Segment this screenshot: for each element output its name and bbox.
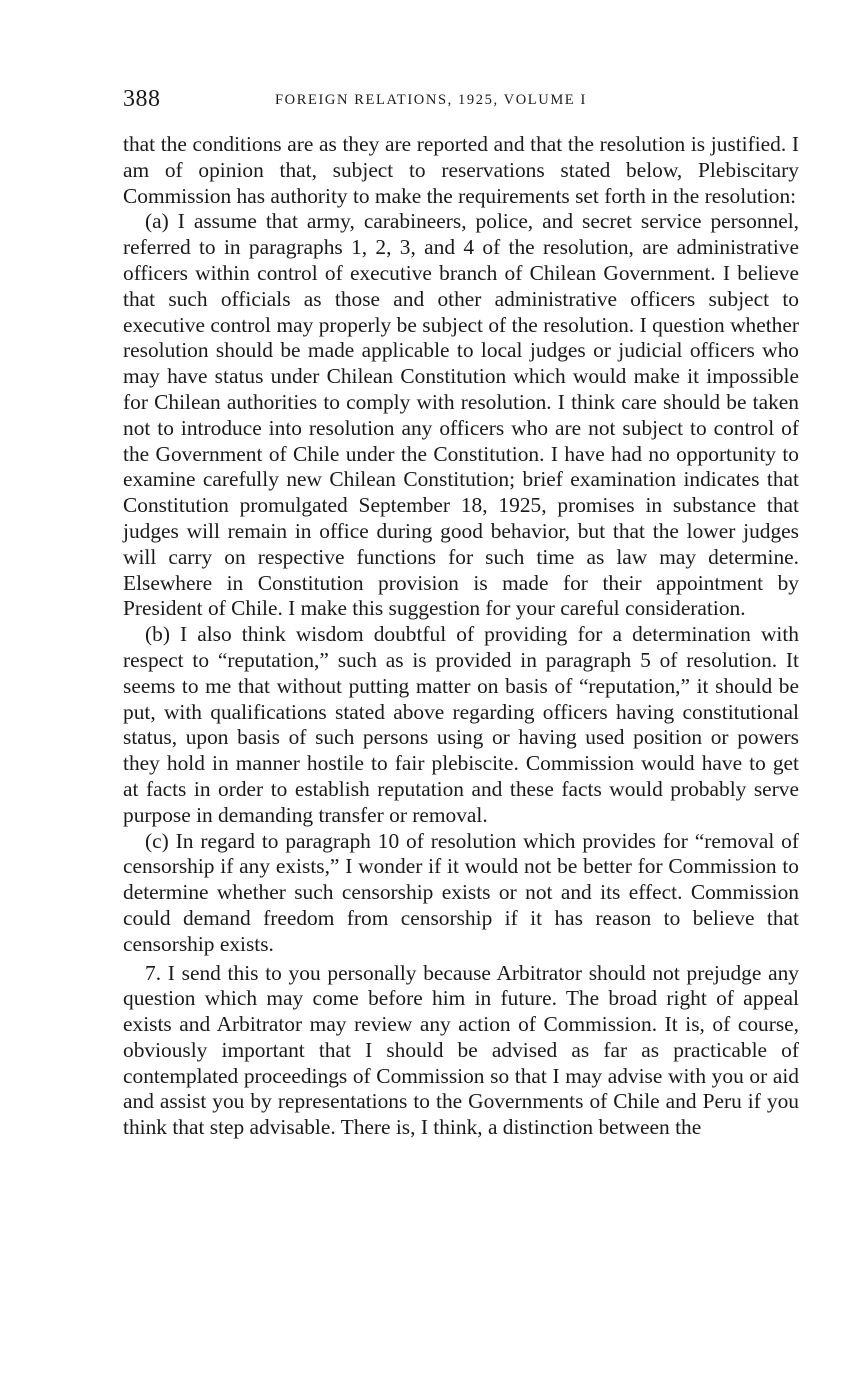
paragraph-item-7: 7. I send this to you personally because Arbitrator should not prejudge any question which may come before him in future. The broad right of appeal exists and Arbitrator may review any action of Commission. It is, of course, obviously important that I should be advised as far as practicable of contemplated proceedings of Commission so that I may advise with you or aid and assist you by representations to the Governments of Chile and Peru if you think that step advisable. There is, I think, a distinction between the <box>123 960 799 1140</box>
page-number: 388 <box>123 86 161 112</box>
page-header <box>123 86 799 116</box>
running-head: FOREIGN RELATIONS, 1925, VOLUME I <box>275 92 587 108</box>
paragraph-item-a: (a) I assume that army, carabineers, police, and secret service personnel, referred to in paragraphs 1, 2, 3, and 4 of the resolution, are administrative officers within control of executive branch of Chilean Government. I believe that such officials as those and other administrative officers subject to executive control may properly be subject of the resolution. I question whether resolution should be made applicable to local judges or judicial officers who may have status under Chilean Constitution which would make it impossible for Chilean authorities to comply with resolution. I think care should be taken not to introduce into resolution any officers who are not subject to control of the Government of Chile under the Constitution. I have had no opportunity to examine carefully new Chilean Constitution; brief examination indicates that Constitution promulgated September 18, 1925, promises in substance that judges will remain in office during good behavior, but that the lower judges will carry on respective functions for such time as law may determine. Elsewhere in Constitution provision is made for their appointment by President of Chile. I make this suggestion for your careful consideration. <box>123 209 799 621</box>
body-text <box>123 132 799 1141</box>
paragraph-continuation: that the conditions are as they are reported and that the resolution is justified. I am of opinion that, subject to reservations stated below, Plebiscitary Commission has authority to make the requirements set forth in the resolution: <box>123 132 799 208</box>
paragraph-item-b: (b) I also think wisdom doubtful of providing for a determination with respect to “reputation,” such as is provided in paragraph 5 of resolution. It seems to me that without putting matter on basis of “reputation,” it should be put, with qualifications stated above regarding officers having constitutional status, upon basis of such persons using or having used position or powers they hold in manner hostile to fair plebiscite. Commission would have to get at facts in order to establish reputation and these facts would probably serve purpose in demanding transfer or removal. <box>123 622 799 827</box>
paragraph-item-c: (c) In regard to paragraph 10 of resolution which provides for “removal of censorship if any exists,” I wonder if it would not be better for Commission to determine whether such censorship exists or not and its effect. Commission could demand freedom from censorship if it has reason to believe that censorship exists. <box>123 828 799 956</box>
